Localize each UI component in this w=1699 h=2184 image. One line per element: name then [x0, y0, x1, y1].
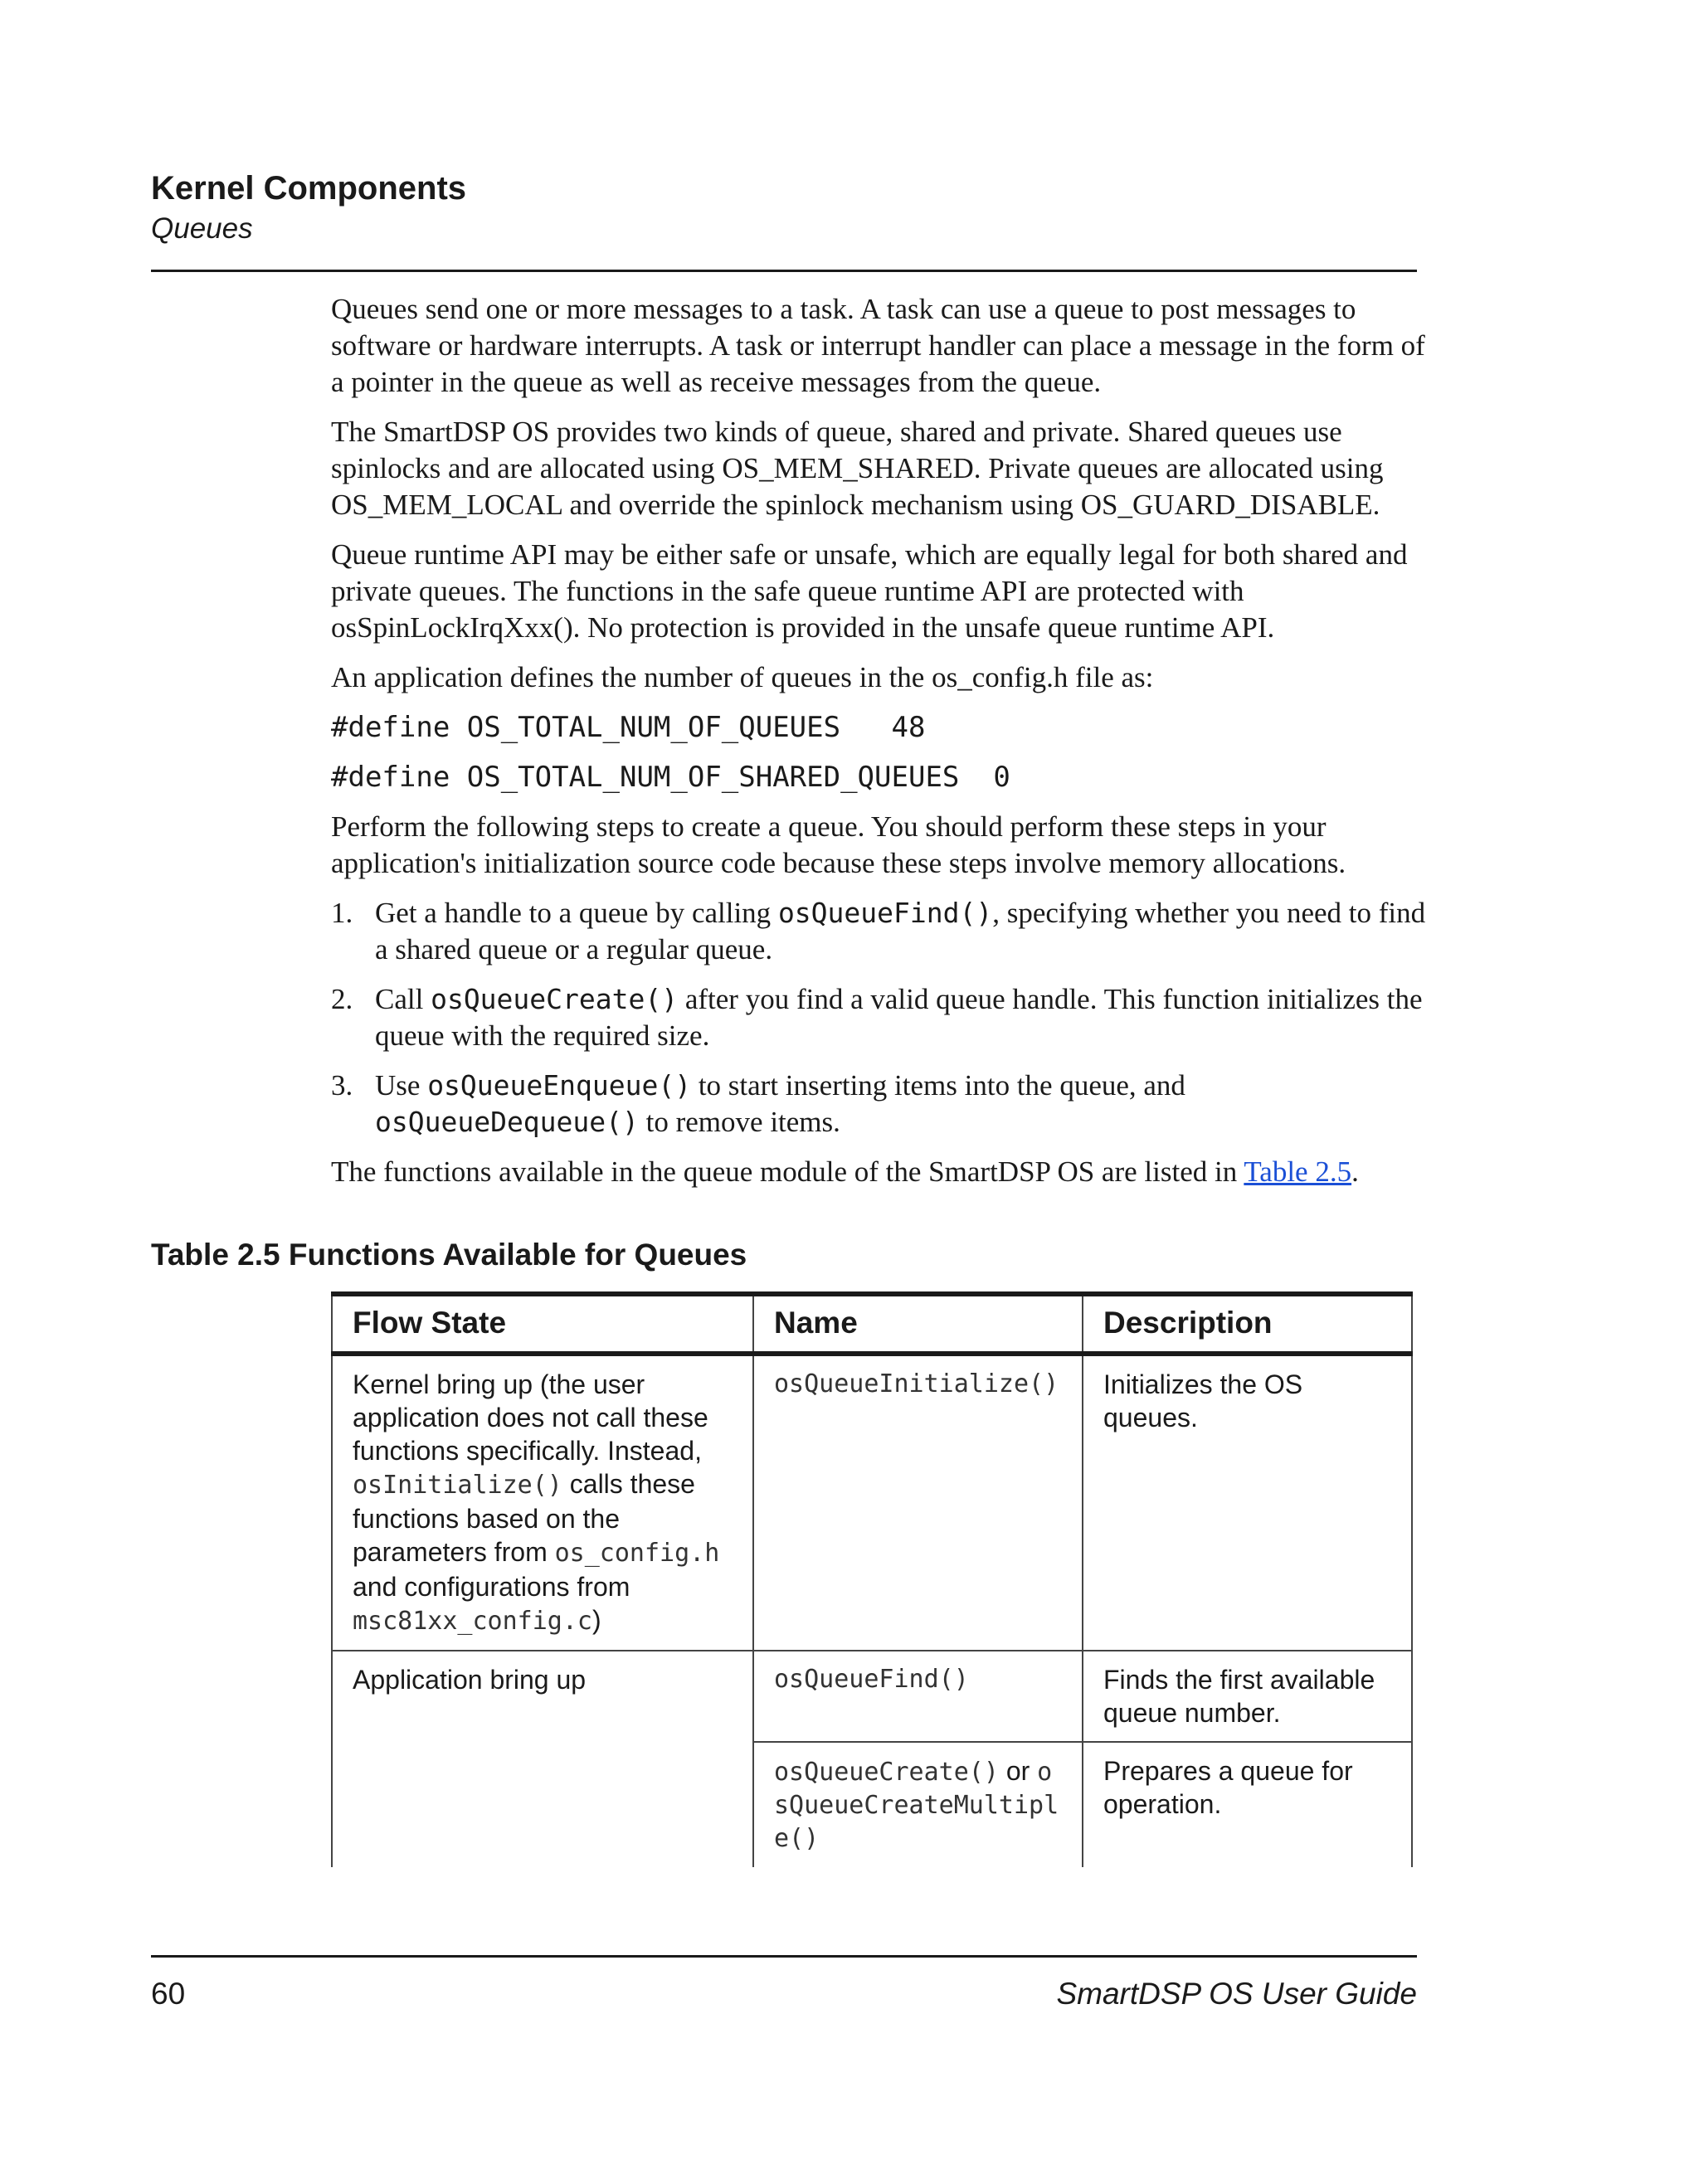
document-title: SmartDSP OS User Guide [1056, 1977, 1417, 2011]
step-text: after you find a valid queue handle. This function initializes the queue with the required size. [375, 983, 1423, 1052]
table-row [332, 1651, 1412, 1742]
inline-code: osQueueCreate() [774, 1758, 999, 1787]
cell-description: Finds the first available queue number. [1083, 1651, 1412, 1742]
footer-rule [151, 1955, 1417, 1958]
inline-code: osQueueCreate() [431, 983, 679, 1015]
inline-code: os_config.h [554, 1539, 720, 1568]
header-name: Name [753, 1294, 1083, 1354]
cell-description: Initializes the OS queues. [1083, 1354, 1412, 1651]
step-text: to remove items. [638, 1106, 840, 1138]
step-number: 2. [331, 983, 353, 1015]
step-item [331, 895, 1426, 968]
step-text: , specifying whether you need to find a shared queue or a regular queue. [375, 897, 1426, 966]
step-item [331, 1068, 1426, 1141]
inline-code: osQueueFind() [777, 897, 993, 929]
code-line-shared-queues: #define OS_TOTAL_NUM_OF_SHARED_QUEUES 0 [331, 761, 1010, 794]
step-number: 1. [331, 897, 353, 929]
cell-text: Kernel bring up (the user application does not call these functions specifically. Instead, [353, 1369, 708, 1466]
cell-name [753, 1742, 1083, 1867]
paragraph-queue-kinds: The SmartDSP OS provides two kinds of queue, shared and private. Shared queues use spinlocks and are allocated using OS_MEM_SHARED. Private queues are allocated using OS_MEM_LOCAL and override the spinlock mechanism using OS_GUARD_DISABLE. [331, 416, 1384, 521]
chapter-title: Kernel Components [151, 170, 467, 207]
section-subtitle: Queues [151, 212, 253, 245]
table-caption: Table 2.5 Functions Available for Queues [151, 1238, 747, 1272]
step-text: Use [375, 1069, 428, 1102]
cell-flow-state: Application bring up [332, 1651, 753, 1867]
table-row [332, 1354, 1412, 1651]
header-flow-state: Flow State [332, 1294, 753, 1354]
paragraph-steps-intro: Perform the following steps to create a queue. You should perform these steps in your application's initialization source code because these steps involve memory allocations. [331, 810, 1346, 879]
inline-code: osQueueEnqueue() [427, 1069, 692, 1102]
page-number: 60 [151, 1977, 186, 2011]
step-text: to start inserting items into the queue, and [691, 1069, 1185, 1102]
paragraph-runtime-api: Queue runtime API may be either safe or unsafe, which are equally legal for both shared and private queues. The functions in the safe queue runtime API are protected with osSpinLockIrqXxx(). No protection is provided in the unsafe queue runtime API. [331, 538, 1408, 644]
cell-description: Prepares a queue for operation. [1083, 1742, 1412, 1867]
paragraph-text: The functions available in the queue module of the SmartDSP OS are listed in [331, 1155, 1244, 1188]
paragraph-intro: Queues send one or more messages to a task. A task can use a queue to post messages to software or hardware interrupts. A task or interrupt handler can place a message in the form of a pointer in the queue as well as receive messages from the queue. [331, 293, 1425, 398]
cell-text: ) [591, 1605, 601, 1635]
queue-functions-table [331, 1291, 1413, 1867]
cell-text: calls these functions based on the parameters from [353, 1469, 695, 1567]
cell-name: osQueueFind() [753, 1651, 1083, 1742]
cell-text: or [998, 1756, 1038, 1786]
paragraph-text: . [1351, 1155, 1359, 1188]
body-text [331, 291, 1426, 1204]
code-line-total-queues: #define OS_TOTAL_NUM_OF_QUEUES 48 [331, 711, 926, 744]
paragraph-table-ref [331, 1154, 1426, 1190]
steps-list [331, 895, 1426, 1141]
inline-code: osQueueCreateMultiple() [774, 1758, 1059, 1853]
step-text: Call [375, 983, 431, 1015]
cell-text: and configurations from [353, 1572, 630, 1602]
inline-code: osInitialize() [353, 1471, 562, 1500]
table-header-row [332, 1294, 1412, 1354]
paragraph-config: An application defines the number of queues in the os_config.h file as: [331, 661, 1154, 693]
cell-name: osQueueInitialize() [753, 1354, 1083, 1651]
inline-code: msc81xx_config.c [353, 1607, 592, 1636]
step-number: 3. [331, 1069, 353, 1102]
header-description: Description [1083, 1294, 1412, 1354]
header-rule [151, 270, 1417, 272]
inline-code: osQueueDequeue() [375, 1106, 639, 1138]
table-2-5-link[interactable]: Table 2.5 [1244, 1155, 1352, 1188]
step-text: Get a handle to a queue by calling [375, 897, 778, 929]
step-item [331, 981, 1426, 1054]
cell-flow-state [332, 1354, 753, 1651]
